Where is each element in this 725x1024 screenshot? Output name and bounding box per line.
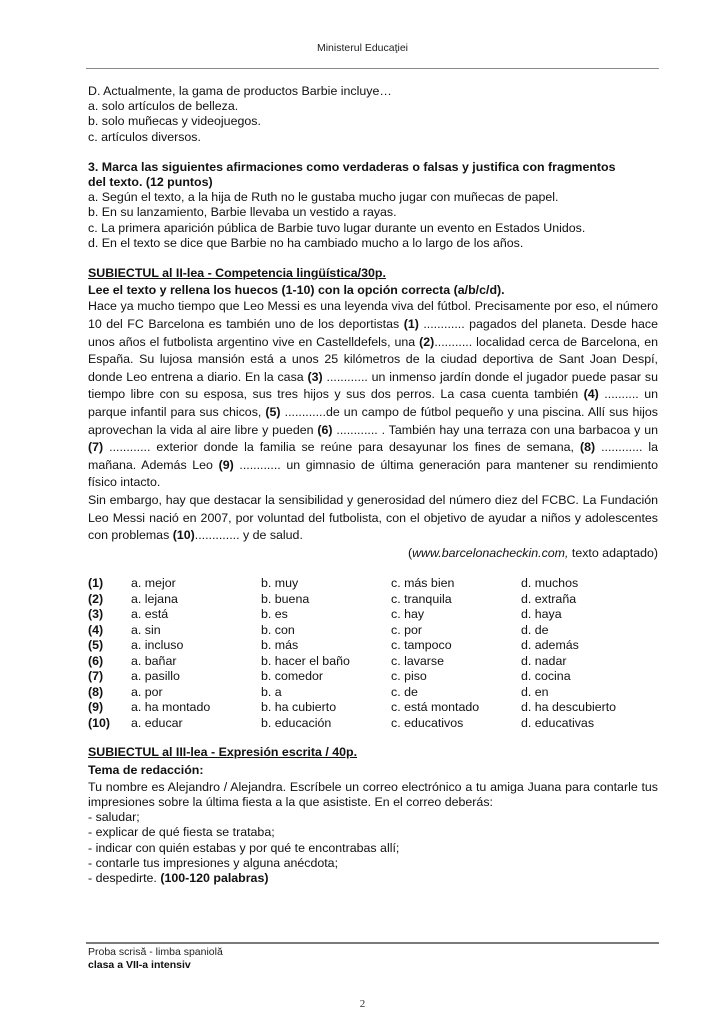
source-open: ( bbox=[407, 545, 413, 560]
option-d: d. nadar bbox=[521, 653, 567, 668]
option-c: c. está montado bbox=[391, 700, 480, 715]
option-a: a. lejana bbox=[131, 591, 178, 606]
statement-d: d. En el texto se dice que Barbie no ha cambiado mucho a lo largo de los años. bbox=[88, 235, 524, 250]
gap-number: (9) bbox=[88, 700, 104, 715]
option-c: c. tranquila bbox=[391, 591, 452, 606]
spacer bbox=[88, 731, 658, 745]
option-b: b. con bbox=[261, 622, 295, 637]
statement-b: b. En su lanzamiento, Barbie llevaba un vestido a rayas. bbox=[88, 205, 397, 220]
options-row bbox=[88, 685, 616, 701]
option-b: b. a bbox=[261, 684, 282, 699]
essay-prompt: Tu nombre es Alejandro / Alejandra. Escríbele un correo electrónico a tu amiga Juana para contarle tus impresiones sobre la última fiesta a la que asististe. En el correo deberás: bbox=[88, 779, 658, 809]
text-fragment: ............ . También hay una terraza con una barbacoa y un bbox=[332, 422, 658, 437]
options-row bbox=[88, 700, 616, 716]
essay-task: - contarle tus impresiones y alguna anécdota; bbox=[88, 855, 339, 870]
option-a: a. bañar bbox=[131, 653, 177, 668]
option-d: d. muchos bbox=[521, 576, 579, 591]
exercise-3-title-line2: del texto. (12 puntos) bbox=[88, 175, 213, 190]
option-d: d. cocina bbox=[521, 669, 571, 684]
options-row bbox=[88, 592, 616, 608]
option-a: a. pasillo bbox=[131, 669, 180, 684]
option-a: a. está bbox=[131, 607, 169, 622]
answer-options-table bbox=[88, 576, 616, 731]
essay-task: - saludar; bbox=[88, 810, 140, 825]
option-c: c. por bbox=[391, 622, 422, 637]
gap-marker-4: (4) bbox=[583, 387, 599, 402]
footer-divider bbox=[86, 942, 659, 944]
text-fragment: ............. y de salud. bbox=[194, 528, 303, 543]
text-fragment: ........... localidad cerca de Barcelona, en España. Su lujosa mansión está a unos 25 kilómetros de la ciudad deportiva de Sant Joan Despí, donde Leo entrena a diario. En la casa bbox=[88, 334, 658, 384]
option-b: b. educación bbox=[261, 715, 332, 730]
option-d: d. además bbox=[521, 638, 579, 653]
page-number: 2 bbox=[359, 998, 366, 1010]
gap-marker-9: (9) bbox=[218, 457, 234, 472]
header-title: Ministerul Educaţiei bbox=[316, 42, 409, 54]
option-b: b. comedor bbox=[261, 669, 323, 684]
option-a: a. educar bbox=[131, 715, 183, 730]
option-c: c. piso bbox=[391, 669, 427, 684]
option-b: b. ha cubierto bbox=[261, 700, 337, 715]
footer-grade-level: clasa a VII-a intensiv bbox=[88, 959, 191, 971]
footer-exam-name: Proba scrisă - limba spaniolă bbox=[88, 946, 223, 958]
gap-marker-8: (8) bbox=[579, 440, 596, 455]
question-d-option-c: c. artículos diversos. bbox=[88, 129, 201, 144]
statement-a: a. Según el texto, a la hija de Ruth no le gustaba mucho jugar con muñecas de papel. bbox=[88, 190, 559, 205]
options-row bbox=[88, 607, 616, 623]
option-a: a. ha montado bbox=[131, 700, 211, 715]
gap-marker-3: (3) bbox=[307, 369, 323, 384]
option-d: d. ha descubierto bbox=[521, 700, 617, 715]
gap-number: (6) bbox=[88, 653, 104, 668]
option-a: a. mejor bbox=[131, 576, 176, 591]
exercise-3-title-line1: 3. Marca las siguientes afirmaciones como verdaderas o falsas y justifica con fragmentos bbox=[88, 159, 616, 174]
gap-number: (2) bbox=[88, 591, 104, 606]
option-b: b. muy bbox=[261, 576, 299, 591]
option-d: d. en bbox=[521, 684, 549, 699]
essay-task-text: - despedirte. bbox=[88, 870, 161, 885]
option-b: b. es bbox=[261, 607, 288, 622]
text-fragment: ............de un campo de fútbol pequeño y una piscina. Allí sus hijos aprovechan la vida al aire libre y pueden bbox=[88, 405, 658, 437]
option-d: d. haya bbox=[521, 607, 562, 622]
subject-2-heading: SUBIECTUL al II-lea - Competencia lingüística/30p. bbox=[88, 266, 386, 281]
text-source bbox=[88, 545, 658, 563]
spacer bbox=[88, 251, 658, 266]
essay-task-last bbox=[88, 871, 658, 886]
options-row bbox=[88, 638, 616, 654]
text-fragment: Sin embargo, hay que destacar la sensibilidad y generosidad del número diez del FCBC. La Fundación Leo Messi nació en 2007, por voluntad del futbolista, con el objetivo de ayudar a niños y adolescentes con problemas bbox=[88, 492, 658, 543]
option-c: c. lavarse bbox=[391, 653, 445, 668]
exercise-3 bbox=[88, 160, 658, 251]
options-row bbox=[88, 716, 616, 732]
option-c: c. más bien bbox=[391, 576, 455, 591]
gap-number: (3) bbox=[88, 607, 104, 622]
gap-marker-10: (10) bbox=[172, 528, 195, 543]
question-d-option-a: a. solo artículos de belleza. bbox=[88, 99, 239, 114]
page-content bbox=[88, 84, 658, 886]
gap-marker-5: (5) bbox=[265, 405, 281, 419]
question-d-prompt: D. Actualmente, la gama de productos Barbie incluye… bbox=[88, 84, 392, 98]
option-a: a. sin bbox=[131, 622, 161, 637]
question-d-option-b: b. solo muñecas y videojuegos. bbox=[88, 114, 261, 129]
exercise-3-title bbox=[88, 160, 658, 190]
subject-3-heading: SUBIECTUL al III-lea - Expresión escrita / 40p. bbox=[88, 745, 358, 760]
text-fragment: .......... un parque infantil para sus chicos, bbox=[88, 387, 659, 419]
options-row bbox=[88, 576, 616, 592]
options-row bbox=[88, 623, 616, 639]
header-divider bbox=[86, 68, 659, 69]
options-row bbox=[88, 669, 616, 685]
gap-marker-1: (1) bbox=[403, 317, 419, 332]
gap-marker-2: (2) bbox=[419, 334, 435, 349]
source-link: www.barcelonacheckin.com, bbox=[412, 545, 569, 560]
gap-number: (7) bbox=[88, 669, 104, 684]
option-c: c. educativos bbox=[391, 715, 464, 730]
subject-2-instruction: Lee el texto y rellena los huecos (1-10) con la opción correcta (a/b/c/d). bbox=[88, 283, 505, 298]
spacer bbox=[88, 145, 658, 160]
gap-number: (1) bbox=[88, 576, 104, 591]
word-count-requirement: (100-120 palabras) bbox=[160, 870, 269, 885]
option-d: d. extraña bbox=[521, 591, 577, 606]
option-c: c. tampoco bbox=[391, 638, 452, 653]
option-b: b. hacer el baño bbox=[261, 653, 350, 668]
essay-task: - indicar con quién estabas y por qué te encontrabas allí; bbox=[88, 840, 400, 855]
text-fragment: ............ un gimnasio de última generación para mantener su rendimiento físico intacto. bbox=[88, 457, 658, 490]
text-fragment: ............ exterior donde la familia se reúne para desayunar los fines de semana, bbox=[103, 440, 580, 455]
gap-number: (4) bbox=[88, 622, 104, 637]
text-fragment: ............ pagados del planeta. Desde hace unos años el futbolista argentino vive en Castelldefels, una bbox=[88, 317, 658, 349]
option-c: c. de bbox=[391, 684, 418, 699]
essay-task: - explicar de qué fiesta se trataba; bbox=[88, 825, 275, 840]
option-a: a. incluso bbox=[131, 638, 184, 653]
option-b: b. buena bbox=[261, 591, 310, 606]
gap-marker-7: (7) bbox=[88, 440, 104, 455]
statement-c: c. La primera aparición pública de Barbie tuvo lugar durante un evento en Estados Unidos. bbox=[88, 220, 586, 235]
option-d: d. educativas bbox=[521, 715, 595, 730]
reading-paragraph-2 bbox=[88, 492, 658, 545]
gap-marker-6: (6) bbox=[317, 422, 333, 437]
options-row bbox=[88, 654, 616, 670]
text-fragment: ............ un inmenso jardín donde el jugador puede pasar su tiempo libre con su esposa, sus tres hijos y sus dos perros. La casa cuenta también bbox=[88, 369, 658, 402]
option-d: d. de bbox=[521, 622, 549, 637]
source-rest: texto adaptado) bbox=[568, 545, 658, 560]
subject-2 bbox=[88, 266, 658, 731]
option-a: a. por bbox=[131, 684, 163, 699]
gap-number: (10) bbox=[88, 715, 111, 730]
text-fragment: ............ la mañana. Además Leo bbox=[88, 440, 659, 472]
gap-number: (8) bbox=[88, 684, 104, 699]
question-d bbox=[88, 84, 658, 145]
text-fragment: Hace ya mucho tiempo que Leo Messi es una leyenda viva del fútbol. Precisamente por eso, el número 10 del FC Barcelona es también uno de los deportistas bbox=[88, 299, 658, 332]
subject-3-subheading: Tema de redacción: bbox=[88, 762, 204, 777]
option-c: c. hay bbox=[391, 607, 425, 622]
option-b: b. más bbox=[261, 638, 299, 653]
subject-3 bbox=[88, 745, 658, 886]
gap-number: (5) bbox=[88, 638, 104, 653]
reading-paragraph-1 bbox=[88, 298, 658, 492]
